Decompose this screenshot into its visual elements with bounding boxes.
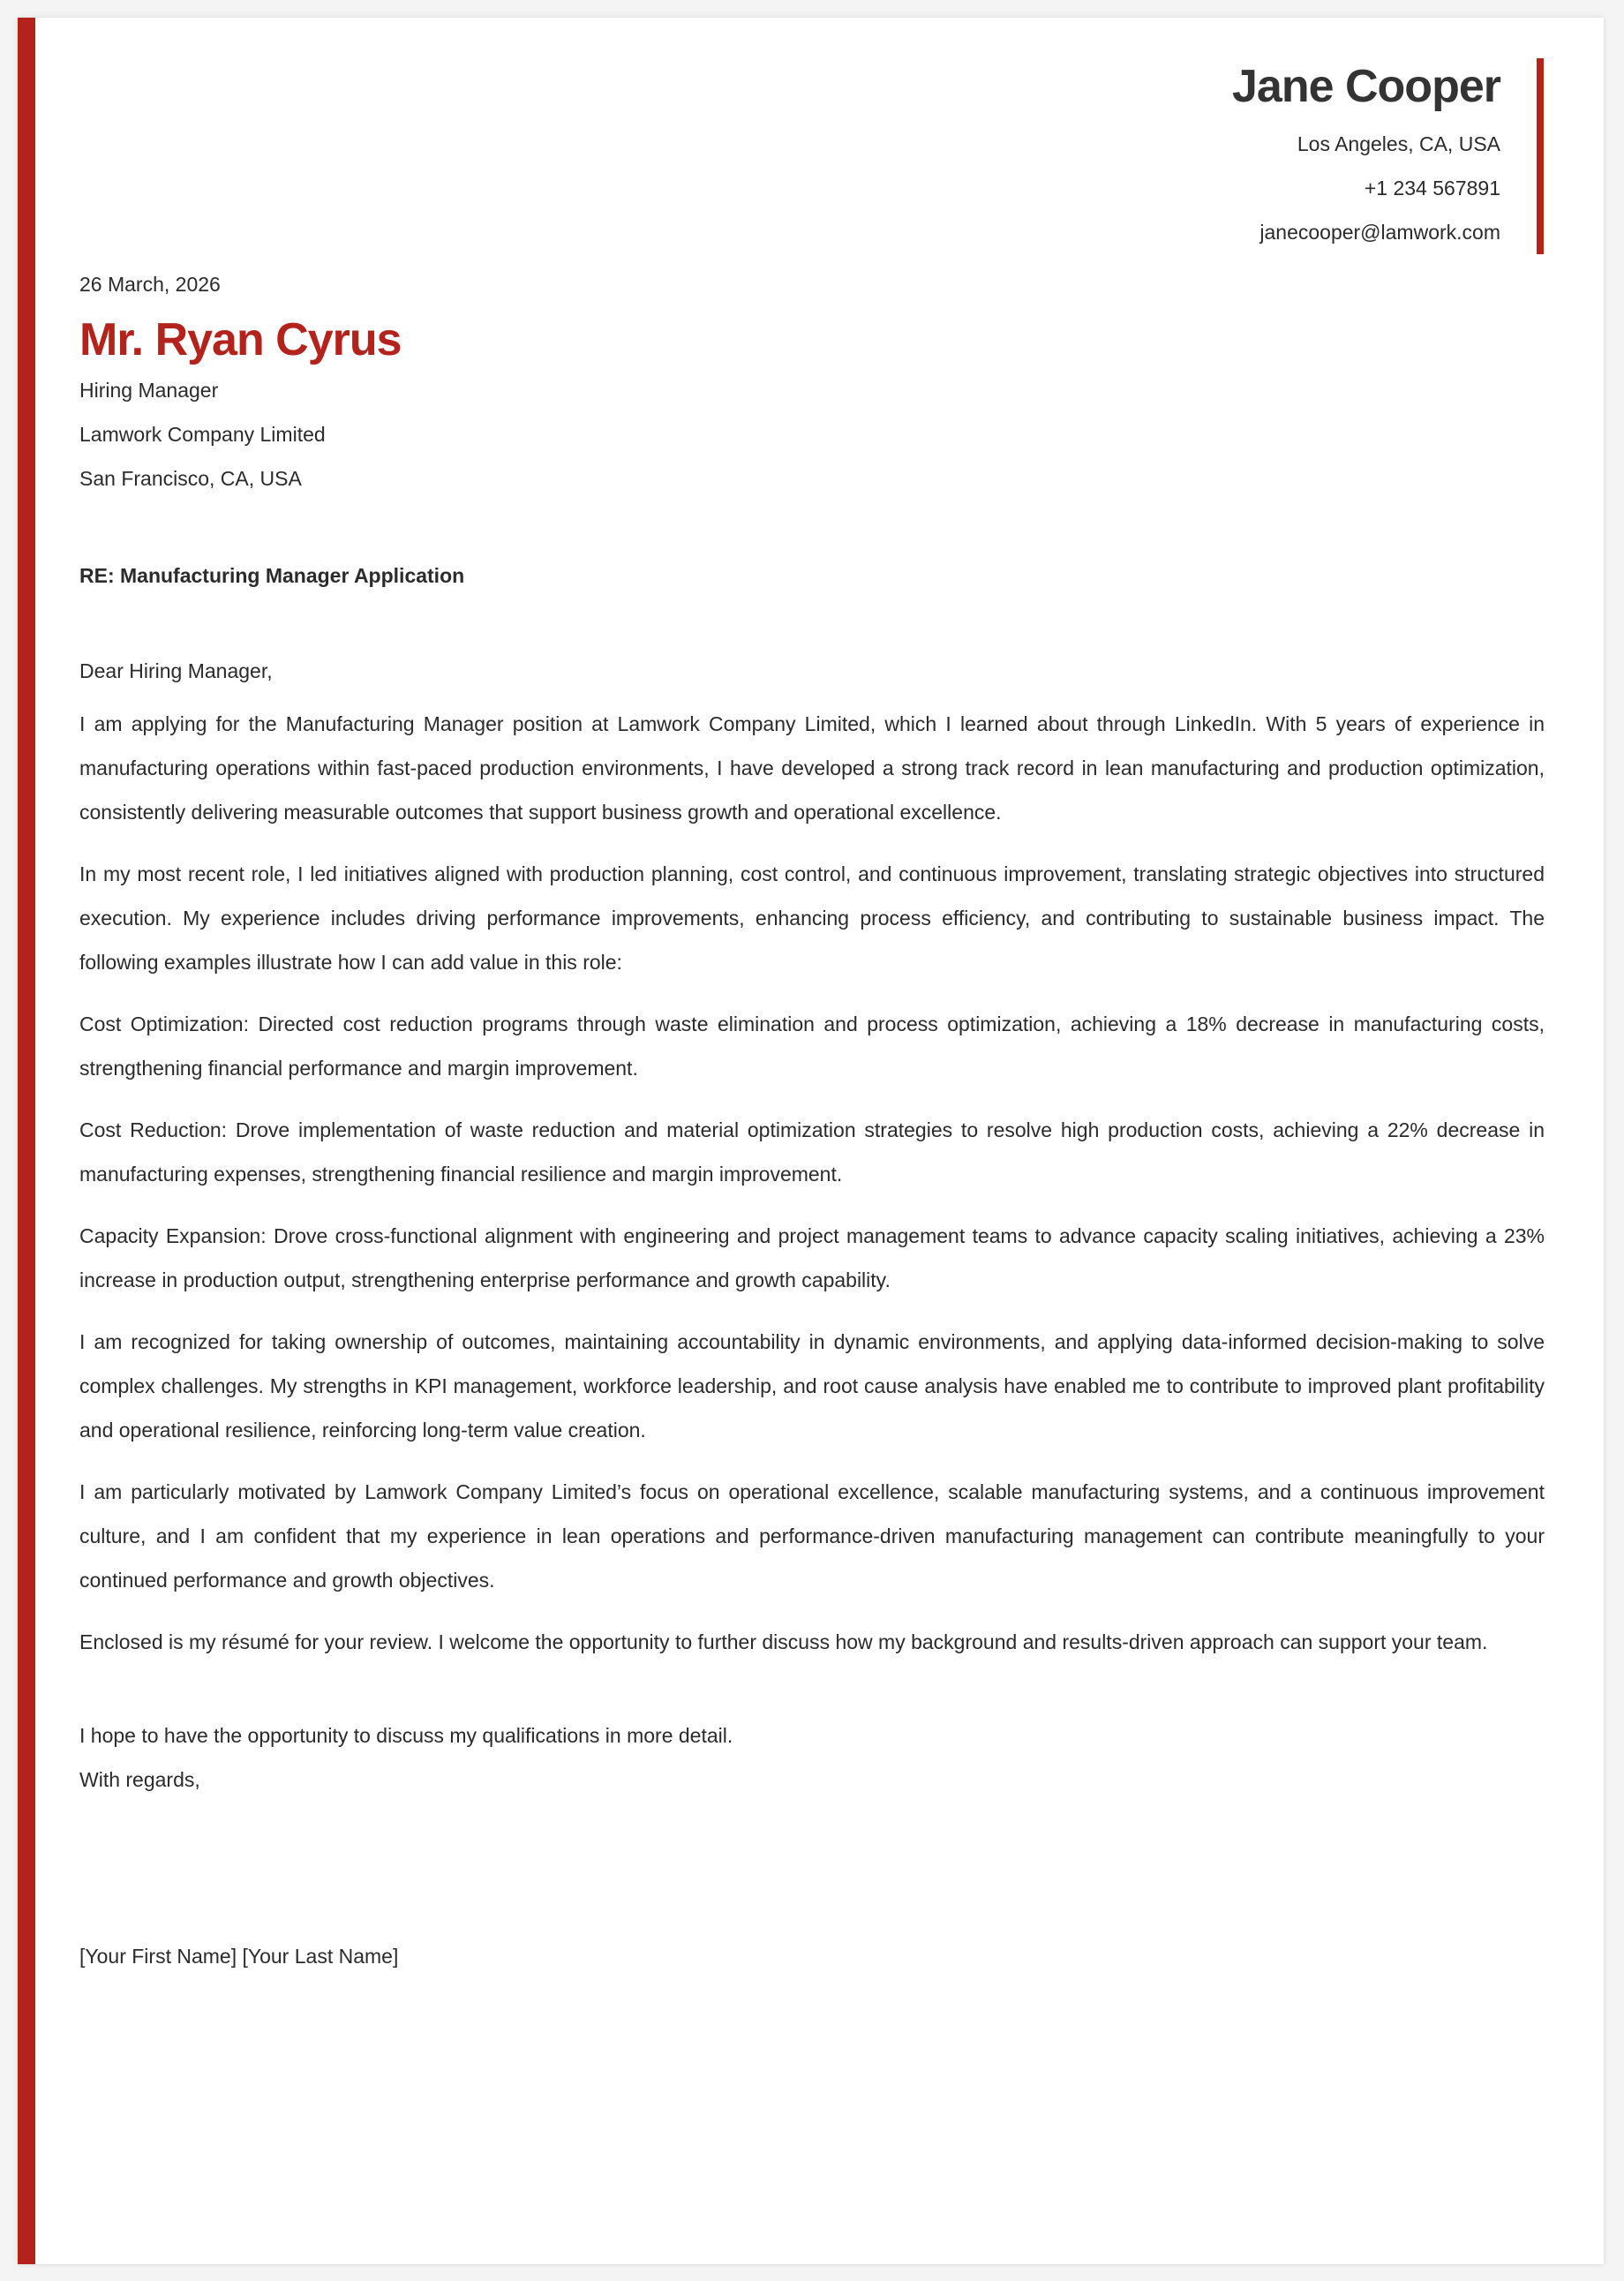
letter-page <box>18 18 1604 2264</box>
salutation: Dear Hiring Manager, <box>79 659 273 682</box>
accent-bar <box>18 18 35 2264</box>
signature-name: [Your First Name] [Your Last Name] <box>79 1945 399 1968</box>
letter-body <box>79 262 1545 1978</box>
paragraph: I am recognized for taking ownership of outcomes, maintaining accountability in dynamic environments, and applying data-informed decision-making to solve complex challenges. My strengths in KPI management, workforce leadership, and root cause analysis have enabled me to contribute to improved plant profitability and operational resilience, reinforcing long-term value creation. <box>79 1330 1545 1442</box>
closing-sentence: I hope to have the opportunity to discuss my qualifications in more detail. <box>79 1724 733 1747</box>
recipient-company: Lamwork Company Limited <box>79 423 326 446</box>
recipient-title: Hiring Manager <box>79 379 219 402</box>
sender-location: Los Angeles, CA, USA <box>1297 132 1500 155</box>
paragraph: Enclosed is my résumé for your review. I welcome the opportunity to further discuss how my background and results-driven approach can support your team. <box>79 1630 1488 1653</box>
sender-name: Jane Cooper <box>1232 61 1500 112</box>
paragraph: I am applying for the Manufacturing Manager position at Lamwork Company Limited, which I learned about through LinkedIn. With 5 years of experience in manufacturing operations within fast-paced production environments, I have developed a strong track record in lean manufacturing and production optimization, consistently delivering measurable outcomes that support business growth and operational excellence. <box>79 712 1545 824</box>
paragraph: In my most recent role, I led initiatives aligned with production planning, cost control, and continuous improvement, translating strategic objectives into structured execution. My experience includes driving performance improvements, enhancing process efficiency, and contributing to sustainable business impact. The following examples illustrate how I can add value in this role: <box>79 862 1545 974</box>
paragraph: Cost Reduction: Drove implementation of waste reduction and material optimization strategies to resolve high production costs, achieving a 22% decrease in manufacturing expenses, strengthening financial resilience and margin improvement. <box>79 1118 1545 1186</box>
sender-email: janecooper@lamwork.com <box>1259 221 1500 244</box>
paragraph: I am particularly motivated by Lamwork Company Limited’s focus on operational excellence, scalable manufacturing systems, and a continuous improvement culture, and I am confident that my experience in lean operations and performance-driven manufacturing management can contribute meaningfully to your continued performance and growth objectives. <box>79 1480 1545 1592</box>
closing-block <box>79 1713 1545 1802</box>
sender-header <box>926 58 1544 254</box>
sender-phone: +1 234 567891 <box>1364 177 1500 199</box>
paragraph: Capacity Expansion: Drove cross-functional alignment with engineering and project management teams to advance capacity scaling initiatives, achieving a 23% increase in production output, strengthening enterprise performance and growth capability. <box>79 1224 1545 1291</box>
recipient-name: Mr. Ryan Cyrus <box>79 314 402 365</box>
letter-date: 26 March, 2026 <box>79 273 221 296</box>
subject-line: RE: Manufacturing Manager Application <box>79 564 465 587</box>
recipient-location: San Francisco, CA, USA <box>79 467 302 490</box>
paragraph: Cost Optimization: Directed cost reduction programs through waste elimination and process optimization, achieving a 18% decrease in manufacturing costs, strengthening financial performance and margin improvement. <box>79 1013 1545 1080</box>
closing-regards: With regards, <box>79 1768 200 1791</box>
